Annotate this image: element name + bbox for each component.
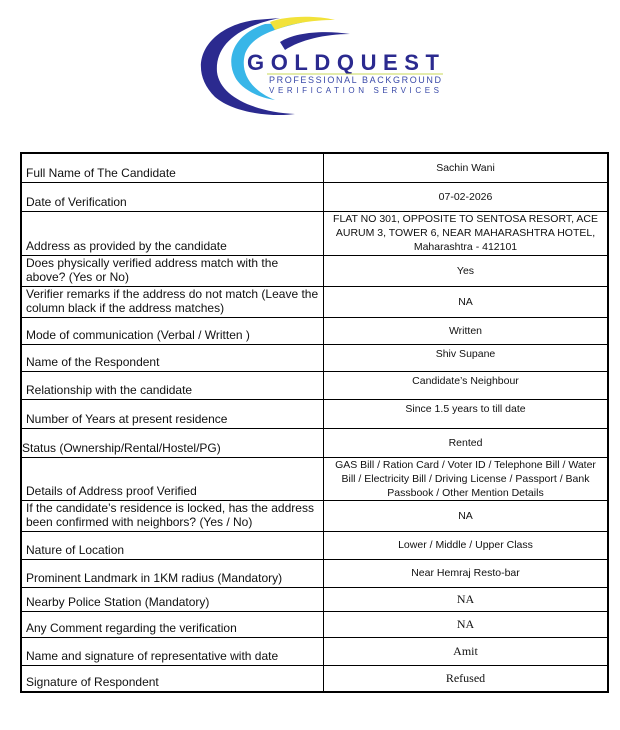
field-label: Full Name of The Candidate	[21, 153, 324, 182]
field-label: Details of Address proof Verified	[21, 457, 324, 500]
field-label: Date of Verification	[21, 182, 324, 211]
svg-text:GOLDQUEST: GOLDQUEST	[247, 50, 439, 75]
table-row	[21, 286, 608, 317]
field-label: If the candidate’s residence is locked, has the address been confirmed with neighbors? (Yes / No)	[21, 500, 324, 531]
field-label: Does physically verified address match with the above? (Yes or No)	[21, 255, 324, 286]
field-value: GAS Bill / Ration Card / Voter ID / Telephone Bill / Water Bill / Electricity Bill / Driving License / Passport / Bank Passbook / Other Mention Details	[324, 457, 609, 500]
table-row	[21, 371, 608, 399]
field-label: Verifier remarks if the address do not match (Leave the column black if the address matches)	[21, 286, 324, 317]
field-label: Nearby Police Station (Mandatory)	[21, 587, 324, 611]
table-row	[21, 559, 608, 587]
field-label: Name of the Respondent	[21, 344, 324, 371]
field-label: Address as provided by the candidate	[21, 211, 324, 255]
field-label: Status (Ownership/Rental/Hostel/PG)	[21, 428, 324, 457]
field-value: FLAT NO 301, OPPOSITE TO SENTOSA RESORT, ACE AURUM 3, TOWER 6, NEAR MAHARASHTRA HOTEL, Maharashtra - 412101	[324, 211, 609, 255]
table-row	[21, 611, 608, 637]
table-row	[21, 500, 608, 531]
field-label: Nature of Location	[21, 531, 324, 559]
table-row	[21, 211, 608, 255]
table-row	[21, 399, 608, 428]
field-label: Mode of communication (Verbal / Written )	[21, 317, 324, 344]
field-label: Any Comment regarding the verification	[21, 611, 324, 637]
verification-table	[20, 152, 609, 693]
field-value: Shiv Supane	[324, 344, 609, 371]
goldquest-logo	[185, 12, 450, 120]
field-value: Amit	[324, 637, 609, 665]
table-row	[21, 637, 608, 665]
field-value: Written	[324, 317, 609, 344]
table-row	[21, 153, 608, 182]
field-label: Signature of Respondent	[21, 665, 324, 692]
field-value: NA	[324, 500, 609, 531]
table-row	[21, 587, 608, 611]
field-value: Sachin Wani	[324, 153, 609, 182]
field-label: Name and signature of representative with date	[21, 637, 324, 665]
table-row	[21, 428, 608, 457]
table-row	[21, 344, 608, 371]
field-value: 07-02-2026	[324, 182, 609, 211]
field-label: Prominent Landmark in 1KM radius (Mandatory)	[21, 559, 324, 587]
table-row	[21, 317, 608, 344]
table-row	[21, 182, 608, 211]
field-value: Near Hemraj Resto-bar	[324, 559, 609, 587]
field-value: NA	[324, 286, 609, 317]
svg-text:VERIFICATION SERVICES: VERIFICATION SERVICES	[269, 86, 441, 95]
field-label: Number of Years at present residence	[21, 399, 324, 428]
svg-text:PROFESSIONAL BACKGROUND: PROFESSIONAL BACKGROUND	[269, 75, 441, 85]
table-row	[21, 457, 608, 500]
field-label: Relationship with the candidate	[21, 371, 324, 399]
field-value: NA	[324, 611, 609, 637]
field-value: Lower / Middle / Upper Class	[324, 531, 609, 559]
field-value: Yes	[324, 255, 609, 286]
field-value: Rented	[324, 428, 609, 457]
table-row	[21, 665, 608, 692]
field-value: Candidate’s Neighbour	[324, 371, 609, 399]
field-value: NA	[324, 587, 609, 611]
table-row	[21, 531, 608, 559]
field-value: Since 1.5 years to till date	[324, 399, 609, 428]
field-value: Refused	[324, 665, 609, 692]
table-row	[21, 255, 608, 286]
